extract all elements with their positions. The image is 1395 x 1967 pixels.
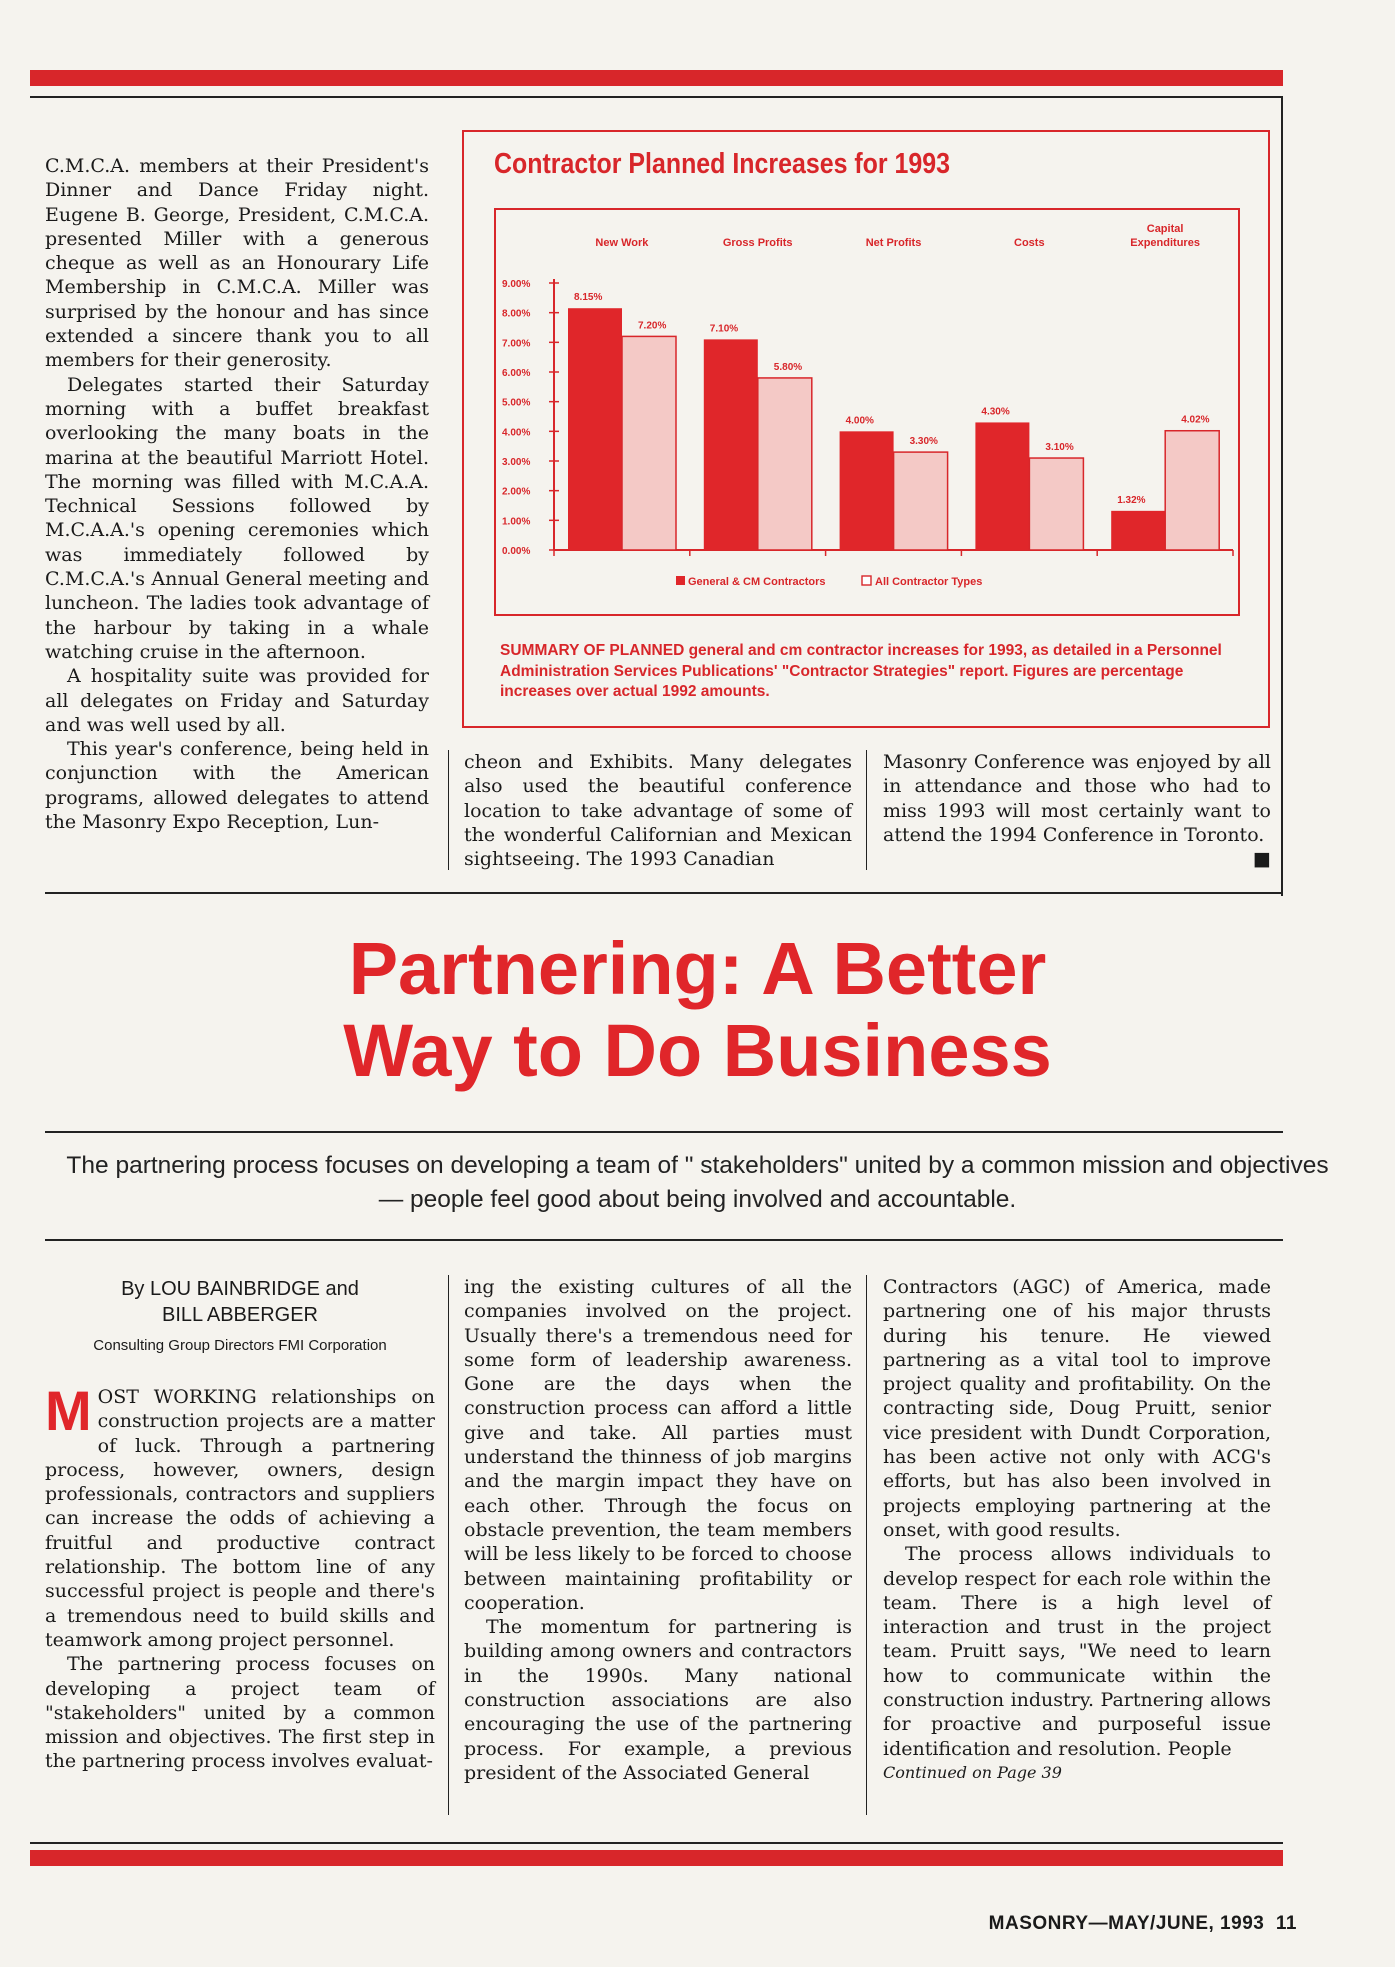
data-label: 1.32% — [1117, 494, 1146, 506]
paragraph-text: OST WORKING relationships on construction projects are a matter of luck. Through a partnering process, however, owners, design professionals, contractors and suppliers can increase the odds of achieving a fruitful and productive contract relationship. The bottom line of any successful project is people and there's a tremendous need to build skills and teamwork among project personnel. — [45, 1386, 435, 1651]
bar-general — [704, 339, 758, 550]
category-label: New Work — [595, 237, 649, 249]
bottom-red-bar — [30, 1850, 1283, 1866]
top-article-col2 — [464, 750, 852, 871]
data-label: 7.10% — [709, 323, 739, 335]
bar-general — [568, 308, 622, 550]
bar-all-types — [894, 452, 948, 550]
top-red-bar — [30, 70, 1283, 86]
y-tick-label: 1.00% — [502, 516, 531, 528]
byline-affiliation: Consulting Group Directors FMI Corporation — [93, 1337, 387, 1354]
paragraph — [45, 1379, 435, 1652]
paragraph — [883, 750, 1271, 871]
bar-general — [1111, 511, 1165, 550]
chart-title: Contractor Planned Increases for 1993 — [494, 148, 951, 180]
legend-swatch-all — [862, 576, 871, 585]
feature-col1 — [45, 1379, 435, 1774]
category-label: Capital — [1146, 223, 1184, 235]
page-number: 11 — [1275, 1913, 1297, 1934]
byline — [45, 1276, 435, 1356]
paragraph: ing the existing cultures of all the companies involved on the project. Usually there's a tremendous need for some form of leadership awareness. Gone are the days when the construction process can afford a little give and take. All parties must understand the thinness of job margins and the margin impact they have on each other. Through the focus on obstacle prevention, the team members will be less likely to be forced to choose between maintaining profitability or cooperation. — [464, 1276, 852, 1614]
paragraph: cheon and Exhibits. Many delegates also used the beautiful conference location to take advantage of some of the wonderful Californian and Mexican sightseeing. The 1993 Canadian — [464, 751, 852, 871]
feature-col3 — [883, 1275, 1271, 1785]
category-label: Net Profits — [865, 237, 922, 249]
bar-general — [840, 431, 894, 550]
paragraph: This year's conference, being held in conjunction with the American programs, allowed delegates to attend the Masonry Expo Reception, Lun- — [45, 738, 429, 834]
chart-caption: SUMMARY OF PLANNED general and cm contractor increases for 1993, as detailed in a Personnel Administration Services Publications' "Contractor Strategies" report. Figures are percentage increases over actual 1992 amounts. — [500, 642, 1222, 700]
legend-label-all: All Contractor Types — [875, 576, 983, 588]
paragraph: The process allows individuals to develop respect for each role within the team. There is a high level of interaction and trust in the project team. Pruitt says, "We need to learn how to communicate within the construction industry. Partnering allows for proactive and purposeful issue identification and resolution. People — [883, 1543, 1271, 1760]
column-rule — [448, 750, 449, 870]
top-article-col3 — [883, 750, 1271, 871]
top-article-col1 — [45, 154, 429, 834]
frame-right-rule — [1281, 96, 1283, 896]
paragraph: C.M.C.A. members at their President's Dinner and Dance Friday night. Eugene B. George, President, C.M.C.A. presented Miller with a generous cheque as well as an Honourary Life Membership in C.M.C.A. Miller was surprised by the honour and has since extended a sincere thank you to all members for their generosity. — [45, 155, 429, 372]
deck-rule-top — [45, 1131, 1283, 1133]
data-label: 4.00% — [845, 415, 874, 427]
feature-headline — [0, 928, 1395, 1092]
byline-authors-1: By LOU BAINBRIDGE and — [121, 1278, 359, 1300]
bottom-thin-rule — [30, 1842, 1283, 1844]
drop-cap: M — [45, 1379, 92, 1442]
y-tick-label: 9.00% — [502, 279, 531, 290]
end-mark: ■ — [1253, 848, 1271, 871]
y-tick-label: 2.00% — [502, 486, 531, 498]
y-tick-label: 6.00% — [502, 368, 531, 379]
section-rule — [45, 892, 1283, 894]
bar-chart — [496, 210, 1238, 614]
footer-publication: MASONRY—MAY/JUNE, 1993 — [988, 1913, 1265, 1934]
y-tick-label: 0.00% — [502, 546, 531, 557]
y-tick-label: 3.00% — [502, 457, 531, 468]
bar-all-types — [758, 378, 812, 550]
bar-all-types — [1029, 458, 1083, 550]
y-tick-label: 4.00% — [502, 427, 531, 439]
paragraph: A hospitality suite was provided for all delegates on Friday and Saturday and was well used by all. — [45, 665, 429, 736]
data-label: 5.80% — [773, 361, 803, 373]
column-rule — [866, 750, 867, 870]
bar-all-types — [622, 336, 676, 550]
y-tick-label: 8.00% — [502, 308, 531, 320]
data-label: 3.10% — [1045, 442, 1074, 454]
category-label: Gross Profits — [722, 237, 793, 249]
headline-line-1: Partnering: A Better — [348, 927, 1047, 1010]
category-label: Expenditures — [1130, 237, 1200, 249]
y-tick-label: 5.00% — [502, 397, 531, 409]
data-label: 3.30% — [909, 436, 938, 448]
feature-col2 — [464, 1275, 852, 1785]
legend-swatch-general — [676, 576, 685, 585]
data-label: 8.15% — [574, 292, 603, 304]
paragraph: The momentum for partnering is building among owners and contractors in the 1990s. Many national construction associations are also encouraging the use of the partnering process. For example, a previous president of the Associated General — [464, 1616, 852, 1784]
data-label: 4.02% — [1181, 414, 1210, 426]
data-label: 4.30% — [981, 406, 1010, 418]
chart-plot-frame — [494, 208, 1240, 616]
column-rule — [866, 1275, 867, 1815]
category-label: Costs — [1014, 237, 1045, 249]
data-label: 7.20% — [638, 320, 667, 332]
bar-all-types — [1165, 431, 1219, 550]
top-thin-rule — [30, 96, 1283, 98]
headline-line-2: Way to Do Business — [343, 1009, 1052, 1092]
page-footer — [989, 1913, 1297, 1935]
deck-rule-bottom — [45, 1239, 1283, 1241]
paragraph: The partnering process focuses on developing a project team of "stakeholders" united by a common mission and objectives. The first step in the partnering process involves evaluat- — [45, 1653, 435, 1773]
bar-general — [975, 422, 1029, 550]
legend-label-general: General & CM Contractors — [688, 576, 826, 588]
chart-panel — [462, 130, 1270, 728]
paragraph-text: Masonry Conference was enjoyed by all in attendance and those who had to miss 1993 will most certainly want to attend the 1994 Conference in Toronto. — [883, 751, 1271, 846]
paragraph: Delegates started their Saturday morning with a buffet breakfast overlooking the many boats in the marina at the beautiful Marriott Hotel. The morning was filled with M.C.A.A. Technical Sessions followed by M.C.A.A.'s opening ceremonies which was immediately followed by C.M.C.A.'s Annual General meeting and luncheon. The ladies took advantage of the harbour by taking in a whale watching cruise in the afternoon. — [45, 373, 429, 663]
feature-deck: The partnering process focuses on developing a team of " stakeholders" united by a common mission and objectives— people feel good about being involved and accountable. — [66, 1152, 1329, 1213]
paragraph: Contractors (AGC) of America, made partnering one of his major thrusts during his tenure. He viewed partnering as a vital tool to improve project quality and profitability. On the contracting side, Doug Pruitt, senior vice president with Dundt Corporation, has been active not only with ACG's efforts, but has also been involved in projects employing partnering at the onset, with good results. — [883, 1276, 1271, 1541]
y-tick-label: 7.00% — [502, 338, 531, 350]
column-rule — [448, 1275, 449, 1815]
byline-authors-2: BILL ABBERGER — [162, 1304, 318, 1326]
continued-note: Continued on Page 39 — [883, 1762, 1062, 1782]
